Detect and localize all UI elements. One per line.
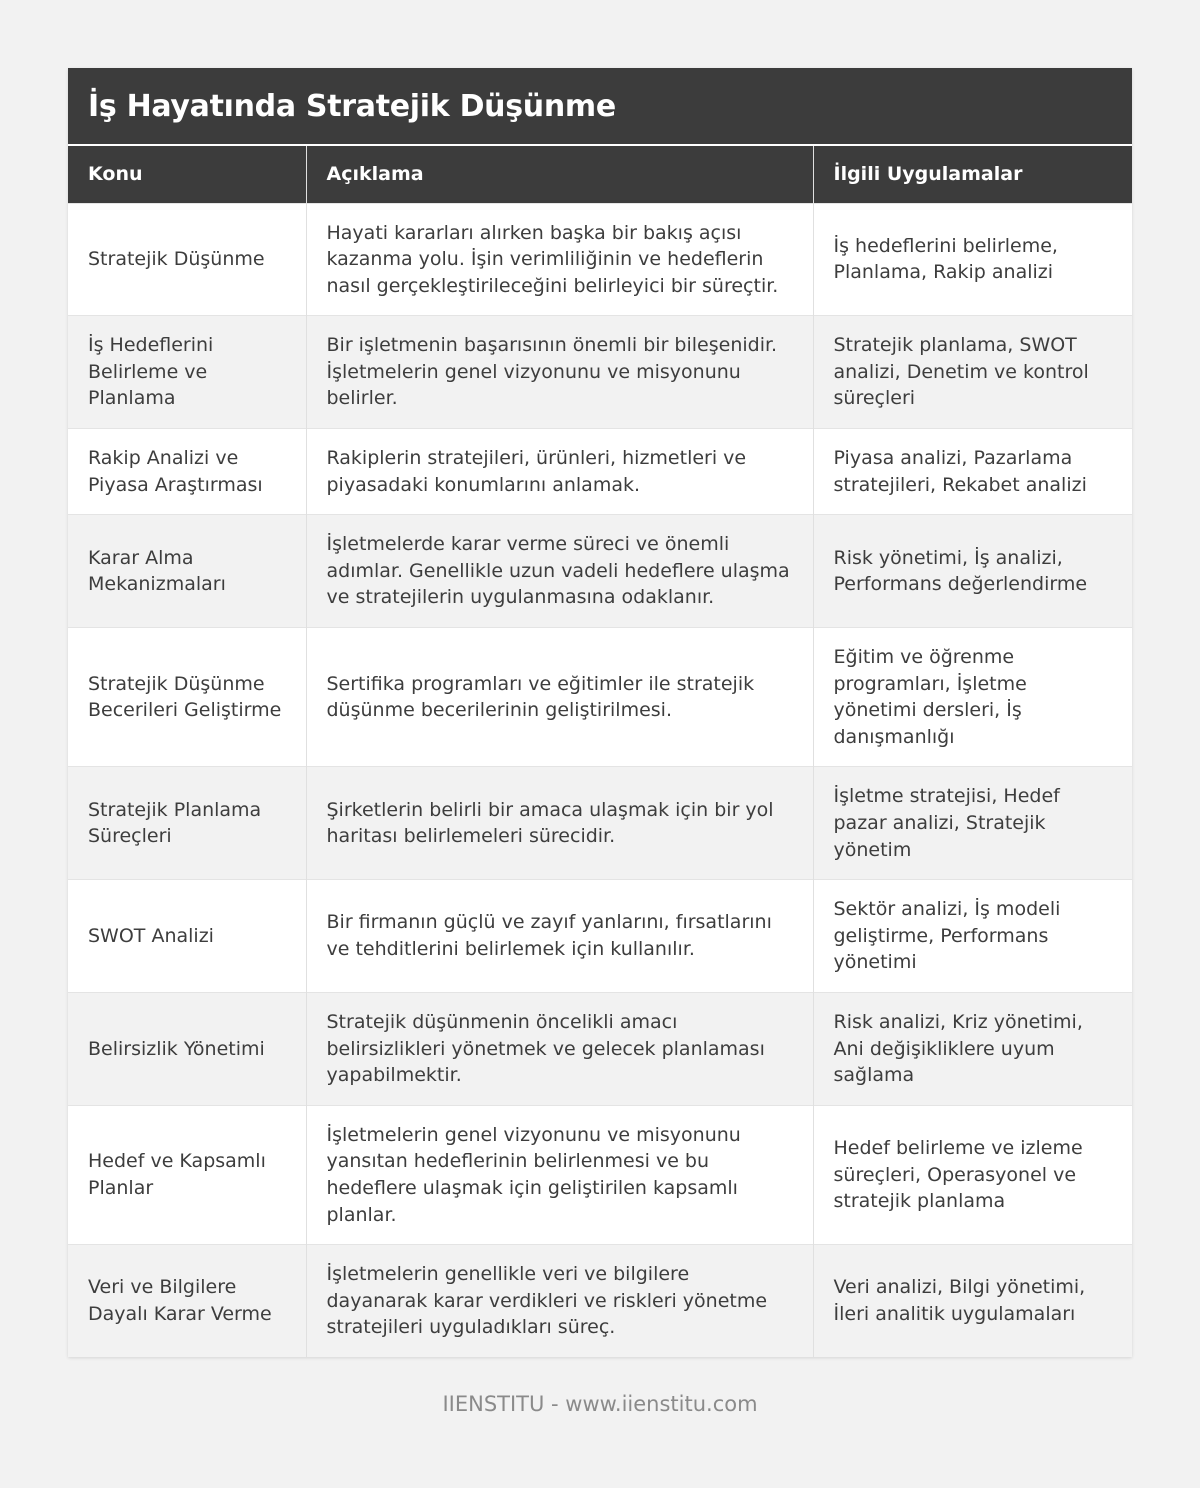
cell-uygulamalar: İşletme stratejisi, Hedef pazar analizi, Stratejik yönetim <box>813 767 1132 880</box>
content-card <box>68 68 1132 1357</box>
cell-konu: Stratejik Planlama Süreçleri <box>68 767 306 880</box>
cell-uygulamalar: Risk yönetimi, İş analizi, Performans değerlendirme <box>813 515 1132 628</box>
cell-aciklama: Şirketlerin belirli bir amaca ulaşmak için bir yol haritası belirlemeleri sürecidir. <box>306 767 813 880</box>
page-title: İş Hayatında Stratejik Düşünme <box>88 88 616 124</box>
cell-konu: Stratejik Düşünme Becerileri Geliştirme <box>68 628 306 767</box>
cell-aciklama: İşletmelerin genellikle veri ve bilgilere dayanarak karar verdikleri ve riskleri yönetme stratejileri uyguladıkları süreç. <box>306 1245 813 1357</box>
table-row <box>68 203 1132 316</box>
cell-uygulamalar: İş hedeflerini belirleme, Planlama, Rakip analizi <box>813 203 1132 316</box>
cell-aciklama: İşletmelerde karar verme süreci ve önemli adımlar. Genellikle uzun vadeli hedeflere ulaşma ve stratejilerin uygulanmasına odaklanır. <box>306 515 813 628</box>
table-body <box>68 203 1132 1357</box>
cell-aciklama: İşletmelerin genel vizyonunu ve misyonunu yansıtan hedeflerinin belirlenmesi ve bu hedeflere ulaşmak için geliştirilen kapsamlı planlar. <box>306 1105 813 1244</box>
table-row <box>68 992 1132 1105</box>
header-row <box>68 145 1132 203</box>
cell-konu: Hedef ve Kapsamlı Planlar <box>68 1105 306 1244</box>
cell-konu: Belirsizlik Yönetimi <box>68 992 306 1105</box>
cell-aciklama: Bir firmanın güçlü ve zayıf yanlarını, fırsatlarını ve tehditlerini belirlemek için kullanılır. <box>306 880 813 993</box>
cell-aciklama: Stratejik düşünmenin öncelikli amacı belirsizlikleri yönetmek ve gelecek planlaması yapabilmektir. <box>306 992 813 1105</box>
title-bar <box>68 68 1132 144</box>
table-row <box>68 880 1132 993</box>
cell-konu: Stratejik Düşünme <box>68 203 306 316</box>
footer-credit: IIENSTITU - www.iienstitu.com <box>442 1392 758 1416</box>
cell-konu: Rakip Analizi ve Piyasa Araştırması <box>68 429 306 515</box>
cell-uygulamalar: Risk analizi, Kriz yönetimi, Ani değişikliklere uyum sağlama <box>813 992 1132 1105</box>
table-row <box>68 628 1132 767</box>
cell-konu: İş Hedeflerini Belirleme ve Planlama <box>68 316 306 429</box>
data-table <box>68 144 1132 1357</box>
column-header-uygulamalar: İlgili Uygulamalar <box>813 145 1132 203</box>
cell-aciklama: Hayati kararları alırken başka bir bakış açısı kazanma yolu. İşin verimliliğinin ve hedeflerin nasıl gerçekleştirileceğini belirleyici bir süreçtir. <box>306 203 813 316</box>
table-row <box>68 515 1132 628</box>
table-row <box>68 1105 1132 1244</box>
table-row <box>68 767 1132 880</box>
table-row <box>68 429 1132 515</box>
column-header-aciklama: Açıklama <box>306 145 813 203</box>
cell-aciklama: Bir işletmenin başarısının önemli bir bileşenidir. İşletmelerin genel vizyonunu ve misyonunu belirler. <box>306 316 813 429</box>
column-header-konu: Konu <box>88 163 143 186</box>
cell-konu: SWOT Analizi <box>68 880 306 993</box>
cell-uygulamalar: Hedef belirleme ve izleme süreçleri, Operasyonel ve stratejik planlama <box>813 1105 1132 1244</box>
cell-uygulamalar: Eğitim ve öğrenme programları, İşletme yönetimi dersleri, İş danışmanlığı <box>813 628 1132 767</box>
cell-aciklama: Sertifika programları ve eğitimler ile stratejik düşünme becerilerinin geliştirilmesi. <box>306 628 813 767</box>
cell-uygulamalar: Sektör analizi, İş modeli geliştirme, Performans yönetimi <box>813 880 1132 993</box>
cell-konu: Karar Alma Mekanizmaları <box>68 515 306 628</box>
table-row <box>68 1245 1132 1357</box>
table-row <box>68 316 1132 429</box>
cell-uygulamalar: Stratejik planlama, SWOT analizi, Denetim ve kontrol süreçleri <box>813 316 1132 429</box>
cell-uygulamalar: Veri analizi, Bilgi yönetimi, İleri analitik uygulamaları <box>813 1245 1132 1357</box>
cell-uygulamalar: Piyasa analizi, Pazarlama stratejileri, Rekabet analizi <box>813 429 1132 515</box>
cell-konu: Veri ve Bilgilere Dayalı Karar Verme <box>68 1245 306 1357</box>
cell-aciklama: Rakiplerin stratejileri, ürünleri, hizmetleri ve piyasadaki konumlarını anlamak. <box>306 429 813 515</box>
table-header <box>68 145 1132 203</box>
